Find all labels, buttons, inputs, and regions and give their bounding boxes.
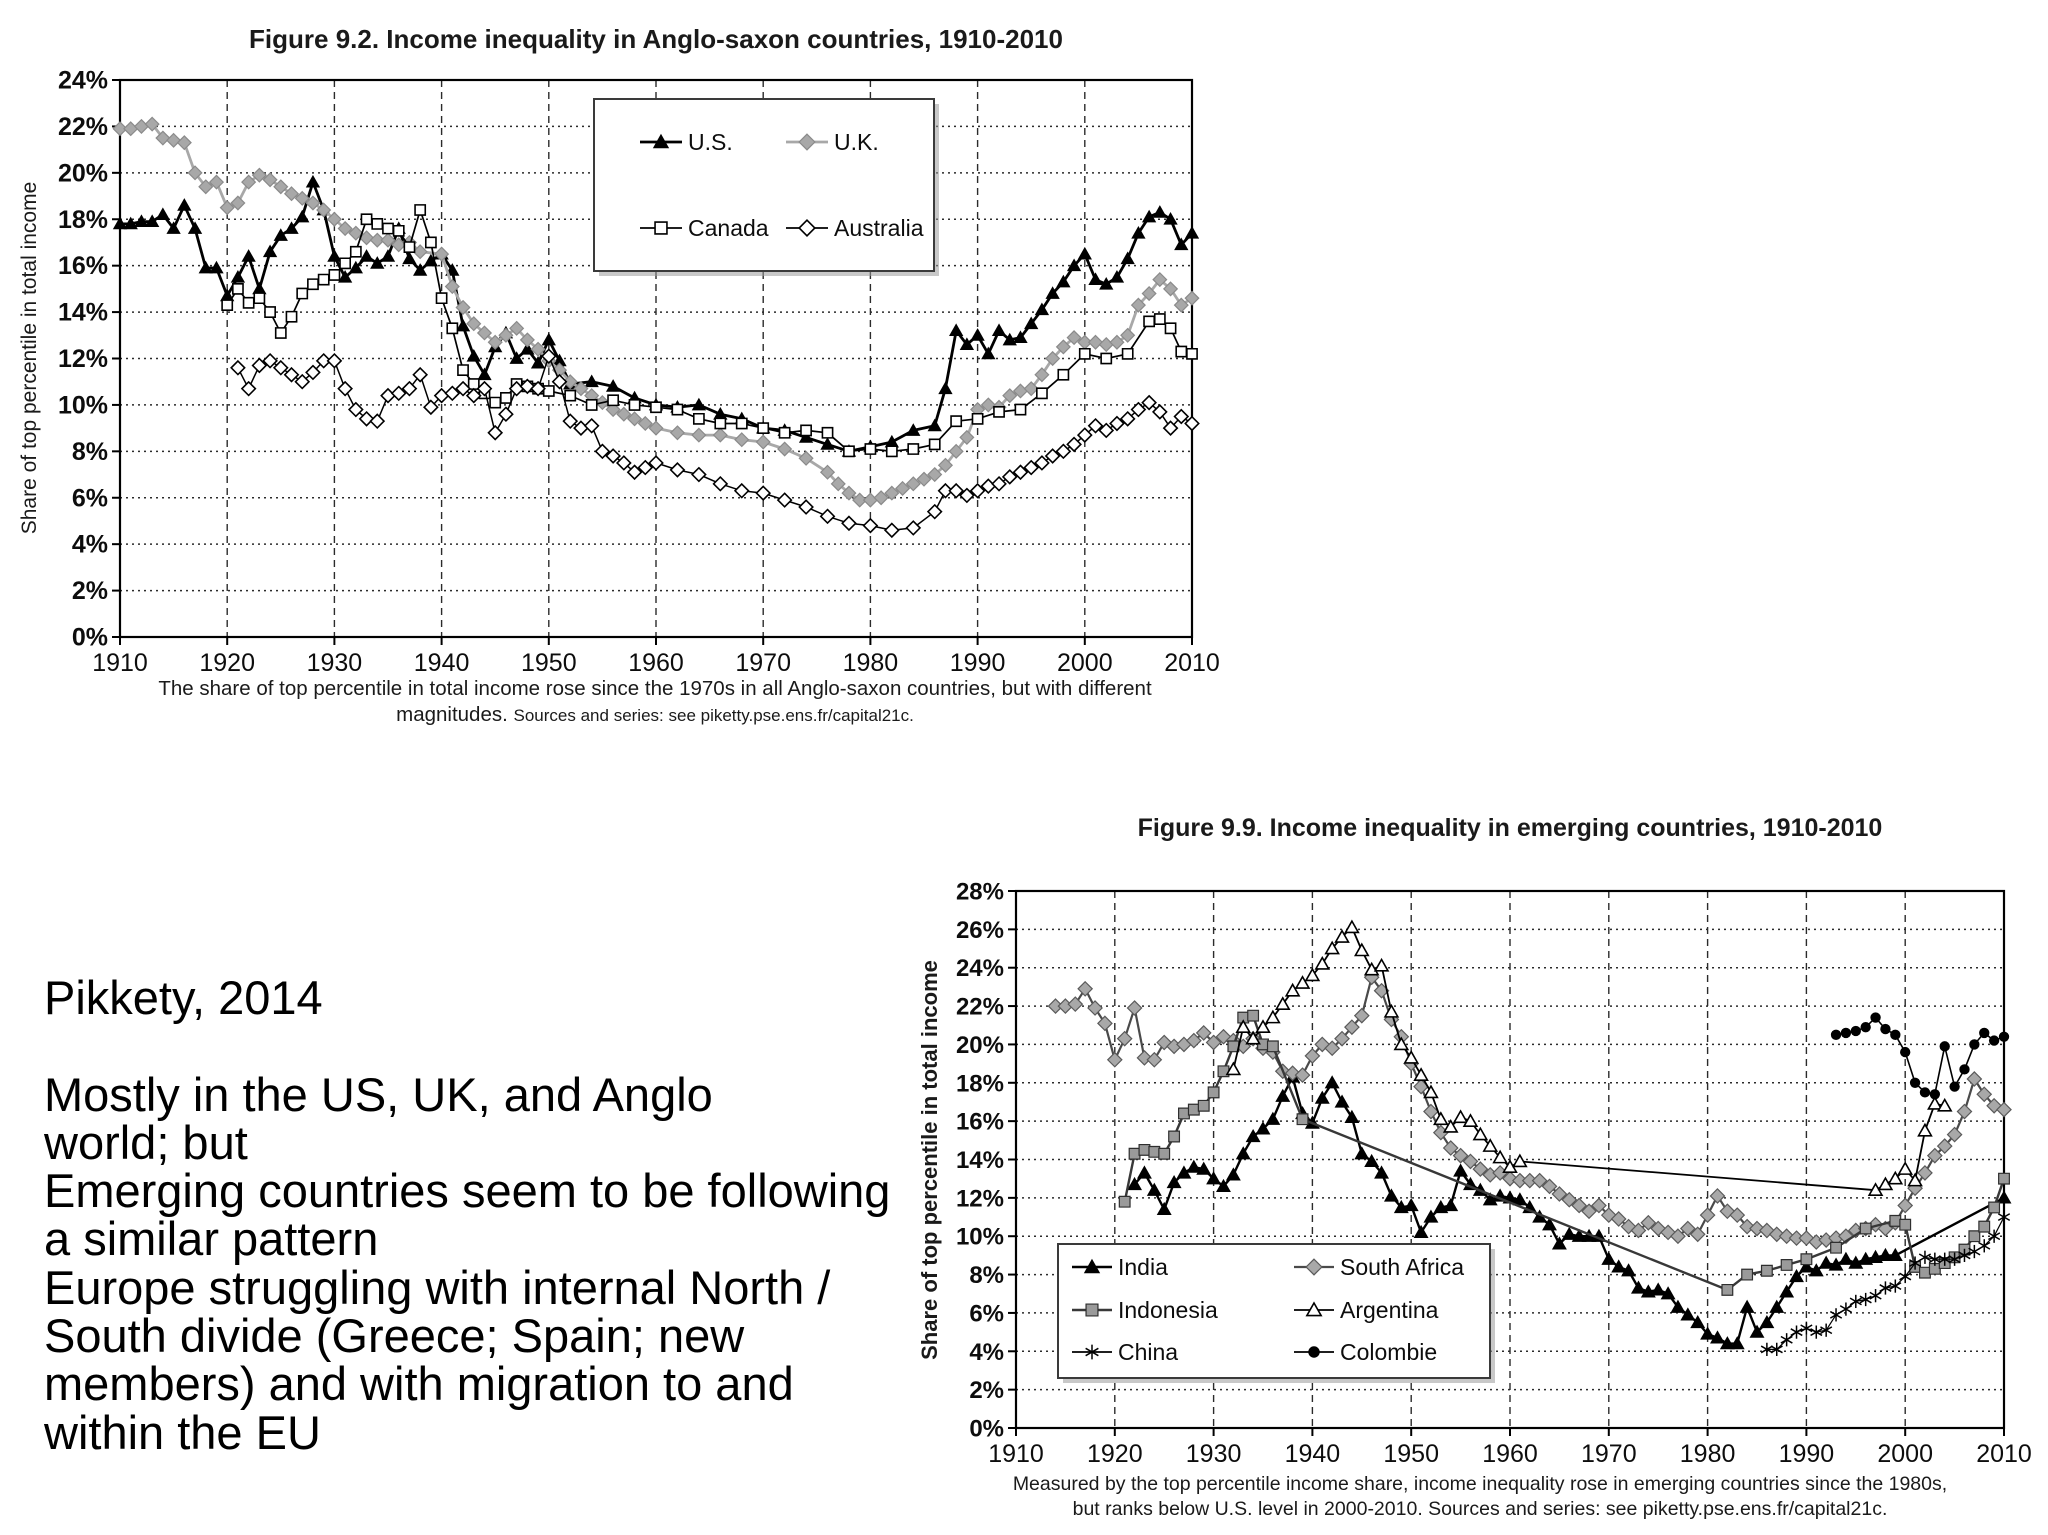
legend-anglo	[594, 99, 939, 276]
legend-label: South Africa	[1340, 1254, 1465, 1280]
chart-anglo	[58, 67, 1220, 678]
figure-9-9-title: Figure 9.9. Income inequality in emerging countries, 1910-2010	[1137, 814, 1883, 842]
figure-9-9-caption-text: Measured by the top percentile income share, income inequality rose in emerging countries since the 1980s, but ranks below U.S. level in 2000-2010.	[1012, 1473, 1948, 1520]
x-tick-label: 1940	[413, 649, 470, 677]
legend-label: Canada	[688, 215, 769, 241]
y-tick-label: 16%	[57, 252, 108, 281]
y-tick-label: 26%	[955, 916, 1004, 944]
y-tick-label: 10%	[955, 1223, 1004, 1251]
y-tick-label: 24%	[57, 66, 108, 95]
y-tick-label: 12%	[955, 1185, 1004, 1213]
x-tick-label: 1920	[199, 649, 256, 677]
y-tick-label: 18%	[57, 205, 108, 234]
x-tick-label: 2010	[1976, 1440, 2032, 1468]
y-tick-label: 2%	[969, 1377, 1004, 1405]
x-tick-label: 2000	[1877, 1440, 1934, 1468]
figure-9-2-title: Figure 9.2. Income inequality in Anglo-saxon countries, 1910-2010	[249, 24, 1063, 54]
figure-9-9-caption-source: Sources and series: see piketty.pse.ens.fr/capital21c.	[1428, 1498, 1888, 1520]
y-tick-label: 8%	[969, 1262, 1004, 1290]
notes-line: Emerging countries seem to be following	[44, 1164, 891, 1218]
y-tick-label: 28%	[955, 878, 1004, 906]
legend-emerging	[1058, 1244, 1495, 1383]
notes-line: a similar pattern	[44, 1212, 379, 1266]
figure-9-2-caption-source: Sources and series: see piketty.pse.ens.fr/capital21c.	[513, 706, 914, 725]
x-tick-label: 1910	[988, 1440, 1044, 1468]
y-tick-label: 8%	[71, 437, 108, 466]
y-tick-label: 14%	[57, 298, 108, 327]
y-tick-label: 24%	[955, 955, 1004, 983]
figure-9-2-yaxis-label: Share of top percentile in total income	[18, 181, 41, 535]
x-tick-label: 1960	[1482, 1440, 1538, 1468]
x-tick-label: 1980	[842, 649, 899, 677]
y-tick-label: 14%	[955, 1147, 1004, 1174]
x-tick-label: 1920	[1086, 1440, 1143, 1468]
y-tick-label: 20%	[955, 1031, 1004, 1059]
y-tick-label: 16%	[955, 1108, 1004, 1136]
x-tick-label: 1970	[1580, 1440, 1637, 1468]
y-tick-label: 22%	[955, 993, 1004, 1021]
x-tick-label: 1960	[628, 649, 684, 677]
x-tick-label: 1930	[1185, 1440, 1242, 1468]
notes-line: members) and with migration to and	[44, 1357, 794, 1411]
notes-line: South divide (Greece; Spain; new	[44, 1309, 745, 1363]
x-tick-label: 1930	[306, 649, 363, 677]
y-tick-label: 4%	[71, 530, 108, 559]
figure-9-9-yaxis-label: Share of top percentile in total income	[917, 960, 942, 1360]
chart-emerging	[956, 879, 2032, 1469]
y-tick-label: 4%	[969, 1338, 1004, 1366]
legend-label: U.S.	[688, 129, 733, 155]
x-tick-label: 2000	[1056, 649, 1113, 677]
y-tick-label: 2%	[71, 577, 108, 606]
notes-line: Pikkety, 2014	[44, 971, 323, 1024]
legend-label: India	[1118, 1254, 1168, 1280]
notes-line	[44, 1022, 890, 1070]
legend-label: Indonesia	[1118, 1297, 1218, 1323]
notes-line: Europe struggling with internal North /	[44, 1260, 831, 1314]
notes-line: Mostly in the US, UK, and Anglo	[44, 1067, 713, 1121]
notes-line: within the EU	[44, 1405, 321, 1459]
x-tick-label: 1950	[520, 649, 577, 677]
y-tick-label: 10%	[57, 391, 108, 420]
notes-line: world; but	[44, 1115, 248, 1169]
x-tick-label: 1950	[1383, 1440, 1440, 1468]
y-tick-label: 20%	[57, 159, 108, 188]
y-tick-label: 0%	[71, 623, 108, 652]
x-tick-label: 1970	[735, 649, 792, 677]
figure-9-2-caption	[125, 676, 1185, 729]
y-tick-label: 18%	[955, 1070, 1004, 1098]
x-tick-label: 1990	[949, 649, 1006, 677]
legend-label: Argentina	[1340, 1297, 1439, 1323]
legend-label: U.K.	[834, 129, 879, 155]
figure-9-9-caption	[1005, 1472, 1955, 1522]
legend-label: Colombie	[1340, 1339, 1438, 1365]
figure-9-2-caption-text: The share of top percentile in total income rose since the 1970s in all Anglo-saxon countries, but with different magnitudes.	[158, 677, 1152, 726]
y-tick-label: 12%	[57, 345, 108, 373]
x-tick-label: 1940	[1284, 1440, 1341, 1468]
x-tick-label: 1980	[1679, 1440, 1736, 1468]
y-tick-label: 6%	[71, 484, 108, 513]
notes-block	[44, 971, 891, 1459]
y-tick-label: 6%	[969, 1300, 1004, 1328]
x-tick-label: 1990	[1778, 1440, 1835, 1468]
y-tick-label: 22%	[57, 112, 108, 141]
y-tick-label: 0%	[969, 1415, 1004, 1443]
legend-label: China	[1118, 1339, 1179, 1365]
legend-label: Australia	[834, 215, 924, 241]
x-tick-label: 1910	[92, 649, 148, 677]
x-tick-label: 2010	[1164, 649, 1220, 677]
